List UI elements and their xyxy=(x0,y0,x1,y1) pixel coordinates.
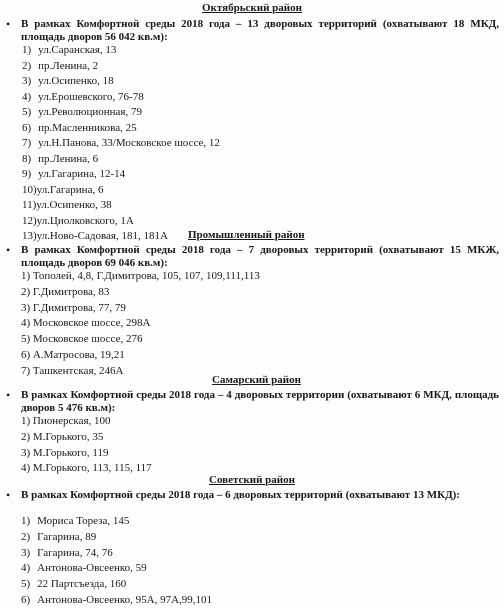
bullet-icon: • xyxy=(6,17,11,31)
list-item: 9) ул.Гагарина, 12-14 xyxy=(22,168,126,180)
list-item: 2) пр.Ленина, 2 xyxy=(22,59,99,72)
list-item: 4) Антонова-Овсеенко, 59 xyxy=(21,562,147,575)
list-item: 6) Антонова-Овсеенко, 95А, 97А,99,101 xyxy=(21,593,213,606)
list-item: 6) А.Матросова, 19,21 xyxy=(21,348,125,361)
address-list xyxy=(22,43,220,245)
section-intro: В рамках Комфортной среды 2018 года – 6 дворовых территорий (охватывают 13 МКД): xyxy=(21,489,460,501)
bullet-icon: • xyxy=(6,388,11,402)
list-item: 5) 22 Партсъезда, 160 xyxy=(21,578,127,591)
section-heading: Самарский район xyxy=(212,374,301,386)
list-item: 7) ул.Н.Панова, 33/Московское шоссе, 12 xyxy=(22,137,220,149)
address-list xyxy=(21,414,152,477)
list-item: 12)ул.Циолковского, 1А xyxy=(22,214,134,227)
section-intro: В рамках Комфортной среды 2018 года – 13 дворовых территорий (охватывают 18 МКД, площадь дворов 56 042 кв.м): xyxy=(21,18,499,43)
list-item: 5) ул.Революционная, 79 xyxy=(22,106,142,118)
list-item: 2) Гагарина, 89 xyxy=(21,530,97,543)
section-heading: Октябрьский район xyxy=(202,2,302,14)
address-list xyxy=(21,514,212,609)
address-list xyxy=(21,269,260,380)
bullet-icon: • xyxy=(6,243,11,257)
list-item: 4) М.Горького, 113, 115, 117 xyxy=(21,462,152,475)
list-item: 1) ул.Саранская, 13 xyxy=(22,44,117,56)
list-item: 4) Московское шоссе, 298А xyxy=(21,317,151,330)
list-item: 1) Пионерская, 100 xyxy=(21,415,111,427)
list-item: 10)ул.Гагарина, 6 xyxy=(22,183,104,196)
list-item: 7) Ташкентская, 246А xyxy=(21,364,124,377)
list-item: 11)ул.Осипенко, 38 xyxy=(22,199,112,211)
section-heading: Советский район xyxy=(209,474,295,486)
list-item: 1) Тополей, 4,8, Г.Димитрова, 105, 107, 109,111,113 xyxy=(21,270,260,282)
list-item: 3) Г.Димитрова, 77, 79 xyxy=(21,301,126,314)
list-item: 3) М.Горького, 119 xyxy=(21,446,109,459)
list-item: 2) М.Горького, 35 xyxy=(21,430,104,443)
list-item: 6) пр.Масленникова, 25 xyxy=(22,121,137,134)
list-item: 3) ул.Осипенко, 18 xyxy=(22,75,114,87)
bullet-icon: • xyxy=(6,488,11,502)
list-item: 3) Гагарина, 74, 76 xyxy=(21,546,113,559)
section-intro: В рамках Комфортной среды 2018 года – 4 дворовых территории (охватывают 6 МКД, площадь дворов 5 476 кв.м): xyxy=(21,389,499,414)
list-item: 1) Мориса Тореза, 145 xyxy=(21,515,130,527)
section-intro: В рамках Комфортной среды 2018 года – 7 дворовых территорий (охватывают 15 МКЖ, площадь дворов 69 046 кв.м): xyxy=(21,244,499,269)
section-heading: Промышленный район xyxy=(188,229,305,241)
list-item: 5) Московское шоссе, 276 xyxy=(21,333,143,346)
list-item: 13)ул.Ново-Садовая, 181, 181А xyxy=(22,230,168,242)
list-item: 2) Г.Димитрова, 83 xyxy=(21,285,110,298)
list-item: 4) ул.Ерошевского, 76-78 xyxy=(22,90,144,103)
list-item: 8) пр.Ленина, 6 xyxy=(22,152,99,165)
